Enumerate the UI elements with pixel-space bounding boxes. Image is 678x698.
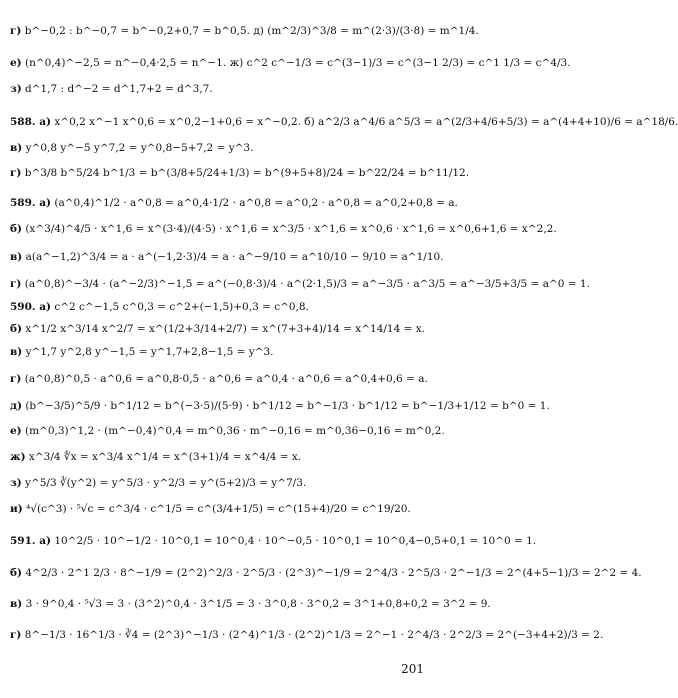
- solution-line: г) b^−0,2 : b^−0,7 = b^−0,2+0,7 = b^0,5. д) (m^2/3)^3/8 = m^(2·3)/(3·8) = m^1/4.: [10, 25, 479, 37]
- exercise-591-line: 591. а) 10^2/5 · 10^−1/2 · 10^0,1 = 10^0,4 · 10^−0,5 · 10^0,1 = 10^0,4−0,5+0,1 = 10^0 = 1.: [10, 535, 537, 547]
- solution-line: б) (x^3/4)^4/5 · x^1,6 = x^(3·4)/(4·5) · x^1,6 = x^3/5 · x^1,6 = x^0,6 · x^1,6 = x^0,6+1,6 = x^2,2.: [10, 223, 557, 235]
- solution-line: в) y^0,8 y^−5 y^7,2 = y^0,8−5+7,2 = y^3.: [10, 142, 254, 154]
- solution-line: в) a(a^−1,2)^3/4 = a · a^(−1,2·3)/4 = a · a^−9/10 = a^10/10 − 9/10 = a^1/10.: [10, 251, 444, 263]
- solution-line: д) (b^−3/5)^5/9 · b^1/12 = b^(−3·5)/(5·9) · b^1/12 = b^−1/3 · b^1/12 = b^−1/3+1/12 = b^0 = 1.: [10, 400, 550, 412]
- solution-line: б) x^1/2 x^3/14 x^2/7 = x^(1/2+3/14+2/7) = x^(7+3+4)/14 = x^14/14 = x.: [10, 323, 425, 335]
- solution-line: г) (a^0,8)^0,5 · a^0,6 = a^0,8·0,5 · a^0,6 = a^0,4 · a^0,6 = a^0,4+0,6 = a.: [10, 373, 428, 385]
- solution-line: в) y^1,7 y^2,8 y^−1,5 = y^1,7+2,8−1,5 = y^3.: [10, 346, 274, 358]
- solution-line: г) b^3/8 b^5/24 b^1/3 = b^(3/8+5/24+1/3) = b^(9+5+8)/24 = b^22/24 = b^11/12.: [10, 167, 470, 179]
- page-number: 201: [401, 662, 424, 676]
- solution-line: и) ⁴√(c^3) · ⁵√c = c^3/4 · c^1/5 = c^(3/4+1/5) = c^(15+4)/20 = c^19/20.: [10, 503, 411, 515]
- exercise-590-line: 590. а) c^2 c^−1,5 c^0,3 = c^2+(−1,5)+0,3 = c^0,8.: [10, 301, 309, 313]
- solution-line: з) y^5/3 ∛(y^2) = y^5/3 · y^2/3 = y^(5+2)/3 = y^7/3.: [10, 477, 307, 489]
- solution-line: г) (a^0,8)^−3/4 · (a^−2/3)^−1,5 = a^(−0,8·3)/4 · a^(2·1,5)/3 = a^−3/5 · a^3/5 = a^−3/5+3/5 = a^0 = 1.: [10, 278, 590, 290]
- solution-line: е) (n^0,4)^−2,5 = n^−0,4·2,5 = n^−1. ж) c^2 c^−1/3 = c^(3−1)/3 = c^(3−1 2/3) = c^1 1/3 = c^4/3.: [10, 57, 571, 69]
- solution-line: е) (m^0,3)^1,2 · (m^−0,4)^0,4 = m^0,36 · m^−0,16 = m^0,36−0,16 = m^0,2.: [10, 425, 445, 437]
- solution-line: ж) x^3/4 ∜x = x^3/4 x^1/4 = x^(3+1)/4 = x^4/4 = x.: [10, 451, 302, 463]
- solution-line: в) 3 · 9^0,4 · ⁵√3 = 3 · (3^2)^0,4 · 3^1/5 = 3 · 3^0,8 · 3^0,2 = 3^1+0,8+0,2 = 3^2 = 9.: [10, 598, 491, 610]
- solution-line: б) 4^2/3 · 2^1 2/3 · 8^−1/9 = (2^2)^2/3 · 2^5/3 · (2^3)^−1/9 = 2^4/3 · 2^5/3 · 2^−1/3 = 2^(4+5−1)/3 = 2^2 = 4.: [10, 567, 642, 579]
- solution-line: г) 8^−1/3 · 16^1/3 · ∛4 = (2^3)^−1/3 · (2^4)^1/3 · (2^2)^1/3 = 2^−1 · 2^4/3 · 2^2/3 = 2^(−3+4+2)/3 = 2.: [10, 629, 604, 641]
- exercise-589-line: 589. а) (a^0,4)^1/2 · a^0,8 = a^0,4·1/2 · a^0,8 = a^0,2 · a^0,8 = a^0,2+0,8 = a.: [10, 197, 458, 209]
- exercise-588-line: 588. а) x^0,2 x^−1 x^0,6 = x^0,2−1+0,6 = x^−0,2. б) a^2/3 a^4/6 a^5/3 = a^(2/3+4/6+5/3) = a^(4+4+10)/6 = a^18/6.: [10, 116, 678, 128]
- solution-line: з) d^1,7 : d^−2 = d^1,7+2 = d^3,7.: [10, 83, 213, 95]
